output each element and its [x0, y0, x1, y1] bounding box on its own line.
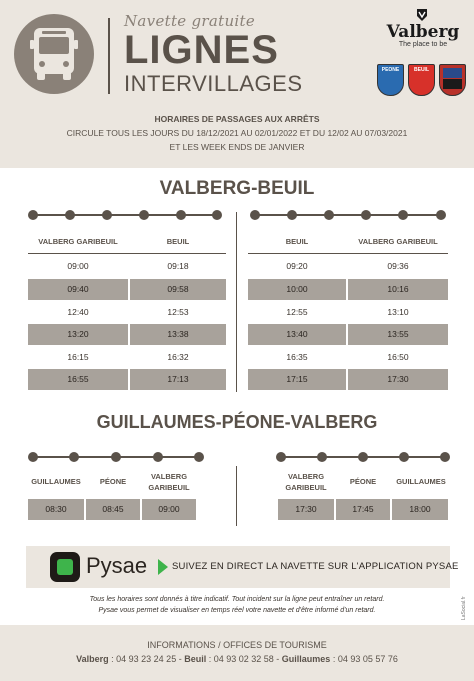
footer-phones: Valberg : 04 93 23 24 25 - Beuil : 04 93 02 32 58 - Guillaumes : 04 93 05 57 76: [76, 654, 398, 664]
line2-route-right: [276, 452, 450, 462]
phone-number: 04 93 23 24 25: [116, 654, 177, 664]
line1-left-header-rule: [28, 253, 226, 254]
time-cell: 13:20: [28, 324, 128, 345]
time-cell: 13:10: [387, 307, 409, 317]
time-cell: 16:50: [387, 352, 409, 362]
time-cell: 18:00: [392, 499, 448, 520]
time-cell: 10:00: [248, 279, 346, 300]
schedule-dates: CIRCULE TOUS LES JOURS DU 18/12/2021 AU 02/01/2022 ET DU 12/02 AU 07/03/2021: [66, 128, 408, 138]
time-cell: 12:40: [67, 307, 89, 317]
time-cell: 08:45: [86, 499, 140, 520]
header-title: LIGNES: [124, 28, 279, 72]
crest-label: PEONE: [381, 67, 400, 73]
line1-left-header-2: BEUIL: [166, 237, 190, 246]
time-cell: 17:45: [336, 499, 390, 520]
phone-place: Valberg: [76, 654, 109, 664]
line1-left-header-1: VALBERG GARIBEUIL: [38, 237, 118, 246]
line1-route-left: [28, 210, 222, 220]
time-cell: 16:55: [28, 369, 128, 390]
time-cell: 17:30: [348, 369, 448, 390]
line2-left-header-2: PÉONE: [99, 477, 127, 486]
line1-divider: [236, 212, 237, 392]
footer-title: INFORMATIONS / OFFICES DE TOURISME: [147, 640, 327, 650]
time-cell: 09:00: [142, 499, 196, 520]
line1-right-header-2: VALBERG GARIBEUIL: [358, 237, 438, 246]
time-cell: 16:15: [67, 352, 89, 362]
schedule-heading: HORAIRES DE PASSAGES AUX ARRÊTS: [154, 114, 320, 124]
time-cell: 09:58: [130, 279, 226, 300]
crest-label: BEUIL: [414, 67, 429, 73]
phone-place: Beuil: [184, 654, 207, 664]
time-cell: 09:18: [167, 261, 189, 271]
time-cell: 09:20: [286, 261, 308, 271]
line1-title: VALBERG-BEUIL: [159, 178, 315, 199]
line1-right-header-rule: [248, 253, 448, 254]
time-cell: 12:55: [286, 307, 308, 317]
line2-right-header-1: VALBERG GARIBEUIL: [285, 472, 327, 492]
line2-route-left: [28, 452, 204, 462]
time-cell: 17:30: [278, 499, 334, 520]
phone-place: Guillaumes: [281, 654, 331, 664]
village-crests: [377, 64, 467, 98]
time-cell: 12:53: [167, 307, 189, 317]
crest-beuil-icon: [408, 64, 435, 96]
time-cell: 13:40: [248, 324, 346, 345]
time-cell: 17:15: [248, 369, 346, 390]
footer-band: [0, 625, 474, 681]
disclaimer-line2: Pysae vous permet de visualiser en temps réel votre navette et d'être informé d'un retard.: [98, 607, 376, 614]
header-subtitle: INTERVILLAGES: [124, 71, 303, 96]
time-cell: 08:30: [28, 499, 84, 520]
line2-right-header-3: GUILLAUMES: [396, 477, 446, 486]
time-cell: 09:00: [67, 261, 89, 271]
valberg-emblem-icon: [415, 8, 429, 22]
brand-tagline: The place to be: [398, 41, 448, 48]
disclaimer-line1: Tous les horaires sont donnés à titre indicatif. Tout incident sur la ligne peut entraîner un retard.: [89, 596, 385, 603]
time-cell: 16:32: [167, 352, 189, 362]
time-cell: 09:40: [28, 279, 128, 300]
pysae-text: SUIVEZ EN DIRECT LA NAVETTE SUR L'APPLICATION PYSAE: [172, 561, 459, 572]
line2-left-header-3: VALBERG GARIBEUIL: [148, 472, 190, 492]
time-cell: 17:13: [130, 369, 226, 390]
line2-title: GUILLAUMES-PÉONE-VALBERG: [96, 412, 378, 432]
brand-name: Valberg: [386, 22, 460, 42]
line2-right-header-2: PÉONE: [349, 477, 377, 486]
time-cell: 13:38: [130, 324, 226, 345]
crest-peone-icon: [377, 64, 404, 96]
header-divider: [108, 18, 110, 94]
phone-number: 04 93 05 57 76: [337, 654, 398, 664]
time-cell: 16:35: [286, 352, 308, 362]
header-tagline: Navette gratuite: [124, 12, 256, 30]
phone-number: 04 93 02 32 58: [213, 654, 274, 664]
line1-right-header-1: BEUIL: [285, 237, 309, 246]
pysae-name: Pysae: [86, 553, 148, 578]
schedule-weekends: ET LES WEEK ENDS DE JANVIER: [169, 142, 305, 152]
crest-guillaumes-icon: [439, 64, 466, 96]
line1-route-right: [250, 210, 446, 220]
time-cell: 10:16: [348, 279, 448, 300]
bus-icon: [14, 14, 94, 94]
line2-left-header-1: GUILLAUMES: [31, 477, 81, 486]
time-cell: 09:36: [387, 261, 409, 271]
line2-divider: [236, 466, 237, 526]
design-credit: LaSocial.fr: [461, 596, 467, 620]
pysae-app-icon: [50, 552, 80, 582]
valberg-logo: [382, 8, 464, 48]
time-cell: 13:55: [348, 324, 448, 345]
arrow-right-icon: [158, 559, 168, 575]
